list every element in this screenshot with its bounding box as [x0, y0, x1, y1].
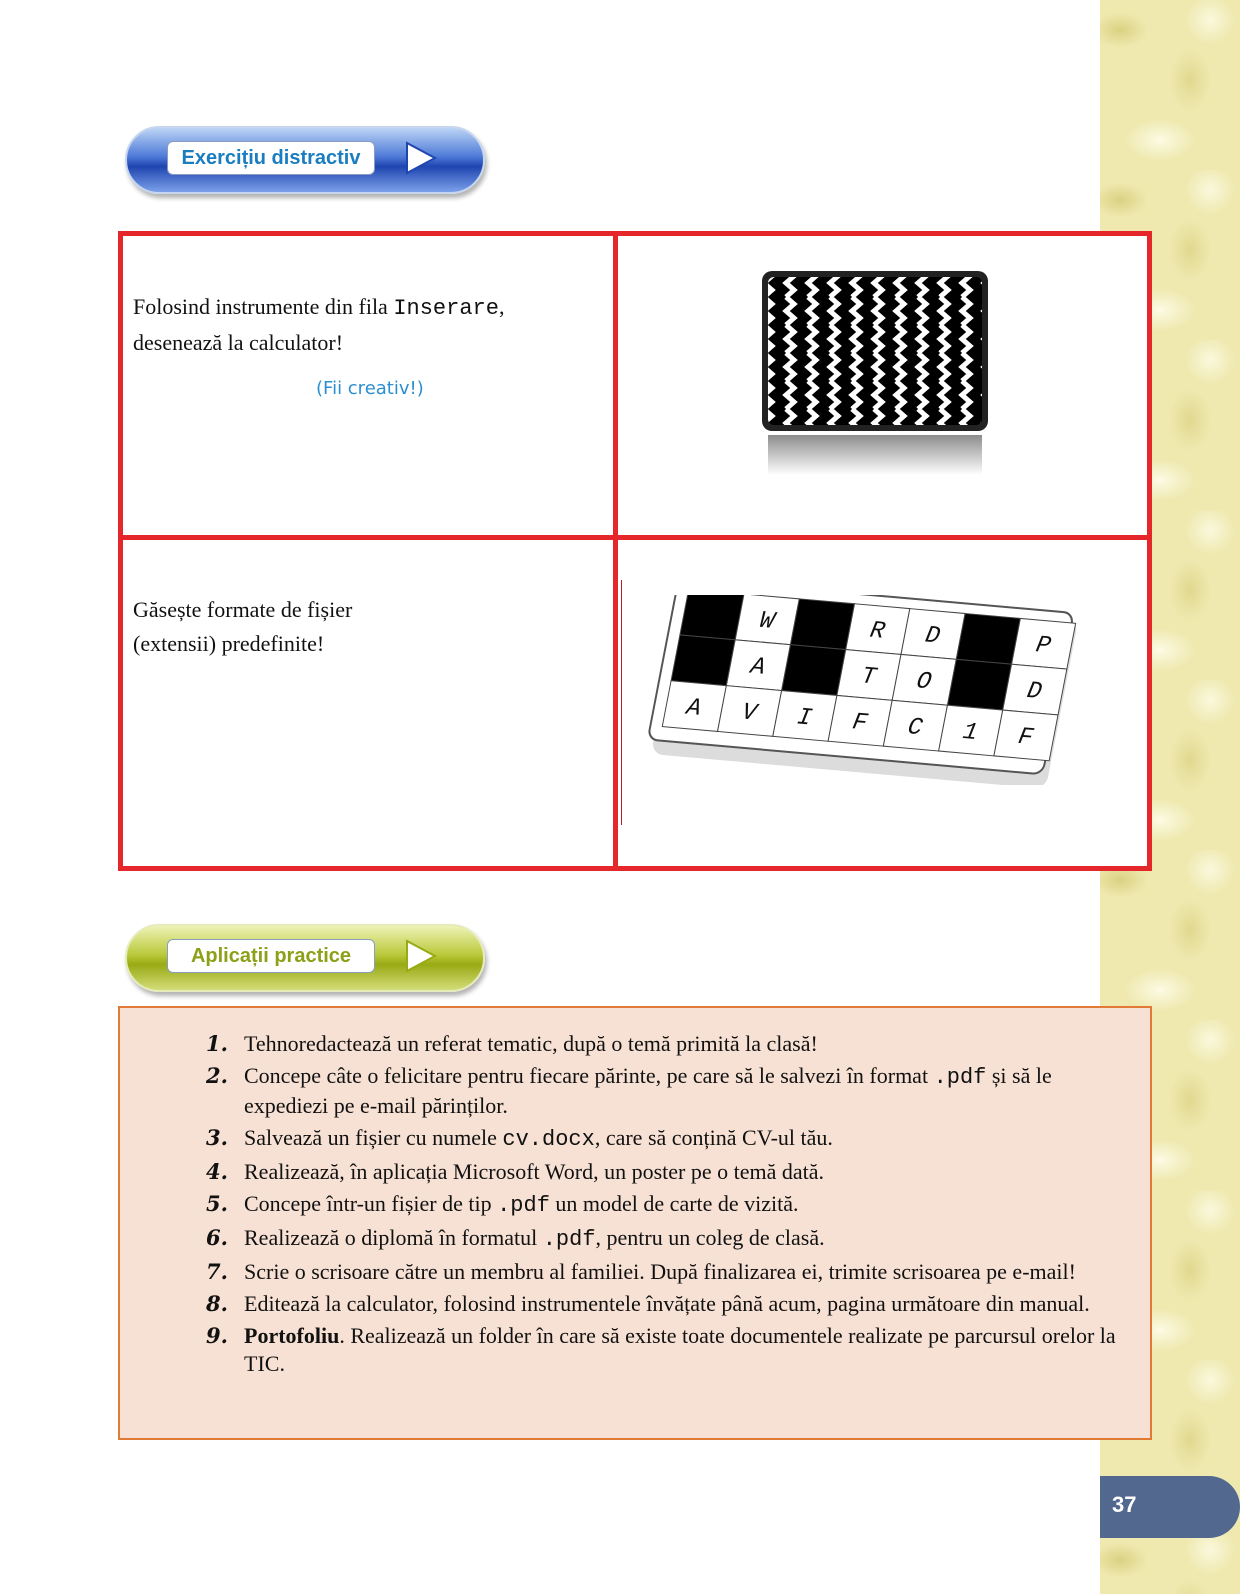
crossword-black-cell	[671, 635, 735, 686]
practice-item-text: Salvează un fișier cu numele	[244, 1125, 503, 1150]
exercise-formats-text-line1: Găsește formate de fișier	[133, 597, 353, 622]
crossword-letter: I	[794, 704, 815, 733]
practice-item-number: 9.	[206, 1323, 228, 1348]
file-format-code: cv.docx	[502, 1127, 595, 1152]
exercise-cell-file-formats	[118, 535, 618, 871]
exercise-cell-draw-instructions	[118, 231, 618, 540]
practice-item-text: . Realizează un folder în care să existe toate documentele realizate pe parcursul orelor la TIC.	[244, 1323, 1116, 1376]
play-arrow-icon	[404, 938, 438, 974]
divider-line	[621, 580, 622, 825]
practice-item-number: 6.	[206, 1225, 228, 1250]
crossword-black-cell	[790, 599, 854, 650]
exercise-section-banner	[125, 126, 485, 194]
practice-item	[206, 1322, 1126, 1378]
practice-item-text: Realizează o diplomă în formatul	[244, 1225, 543, 1250]
practice-item	[206, 1290, 1126, 1318]
exercise-table	[118, 231, 1152, 871]
be-creative-note: (Fii creativ!)	[316, 378, 424, 399]
exercise-draw-text-line2: desenează la calculator!	[133, 330, 344, 355]
practice-item-number: 4.	[206, 1159, 228, 1184]
crossword-letter: W	[757, 607, 777, 636]
crossword-black-cell	[956, 614, 1020, 665]
practice-item-text: Tehnoredactează un referat tematic, după o temă primită la clasă!	[244, 1031, 818, 1056]
practice-item-text: Realizează, în aplicația Microsoft Word, un poster pe o temă dată.	[244, 1159, 824, 1184]
practice-item-bold-term: Portofoliu	[244, 1323, 340, 1348]
crossword-black-cell	[782, 645, 846, 696]
crossword-letter: O	[914, 668, 934, 697]
practice-item-number: 3.	[206, 1125, 228, 1150]
zigzag-pattern-illustration	[760, 269, 992, 489]
practice-section-title: Aplicații practice	[167, 939, 375, 973]
practice-item	[206, 1030, 1126, 1058]
practice-item-number: 5.	[206, 1191, 228, 1216]
exercise-cell-crossword	[613, 535, 1152, 871]
practice-item	[206, 1224, 1126, 1254]
crossword-letter: R	[867, 617, 887, 646]
practice-applications-box	[118, 1006, 1152, 1440]
crossword-letter: D	[1024, 678, 1044, 707]
exercise-formats-text	[133, 593, 352, 661]
exercise-formats-text-line2: (extensii) predefinite!	[133, 631, 325, 656]
exercise-cell-zigzag-image	[613, 231, 1152, 540]
practice-item-text: , care să conțină CV-ul tău.	[594, 1125, 833, 1150]
file-format-code: .pdf	[542, 1227, 596, 1252]
practice-list	[206, 1030, 1126, 1382]
crossword-letter: A	[684, 694, 704, 723]
crossword-letter: 1	[960, 718, 980, 748]
practice-item-number: 7.	[206, 1259, 228, 1284]
practice-item	[206, 1124, 1126, 1154]
practice-item	[206, 1190, 1126, 1220]
exercise-draw-text-part: Folosind instrumente din fila	[133, 294, 394, 319]
practice-item-text: , pentru un coleg de clasă.	[595, 1225, 825, 1250]
crossword-letter: C	[905, 714, 925, 743]
practice-item-number: 2.	[206, 1063, 228, 1088]
file-format-code: .pdf	[933, 1065, 987, 1090]
practice-item	[206, 1158, 1126, 1186]
crossword-letter: F	[849, 709, 870, 738]
crossword-letter: F	[1015, 723, 1036, 752]
crossword-letter: V	[739, 699, 759, 728]
crossword-letter: T	[858, 663, 879, 692]
exercise-draw-text	[133, 290, 504, 360]
inserare-tab-name: Inserare	[393, 296, 499, 321]
practice-item-text: Scrie o scrisoare către un membru al familiei. După finalizarea ei, trimite scrisoarea pe e-mail!	[244, 1259, 1076, 1284]
crossword-puzzle-illustration	[646, 595, 1086, 785]
crossword-letter: A	[748, 653, 768, 682]
crossword-letter: P	[1033, 632, 1053, 661]
practice-item	[206, 1062, 1126, 1120]
practice-item	[206, 1258, 1126, 1286]
practice-item-number: 1.	[206, 1031, 228, 1056]
crossword-black-cell	[680, 595, 744, 640]
play-arrow-icon	[404, 140, 438, 176]
practice-item-number: 8.	[206, 1291, 228, 1316]
page-number: 37	[1112, 1492, 1137, 1517]
practice-item-text: un model de carte de vizită.	[549, 1191, 799, 1216]
crossword-black-cell	[947, 659, 1011, 710]
exercise-section-title: Exercițiu distractiv	[167, 141, 375, 175]
practice-item-text: Concepe câte o felicitare pentru fiecare părinte, pe care să le salvezi în format	[244, 1063, 934, 1088]
practice-section-banner	[125, 924, 485, 992]
crossword-letter: D	[922, 622, 943, 651]
page-number-tab	[1100, 1476, 1240, 1538]
practice-item-text: Editează la calculator, folosind instrumentele învățate până acum, pagina următoare din manual.	[244, 1291, 1090, 1316]
file-format-code: .pdf	[497, 1193, 550, 1218]
practice-item-text: și să le expediezi pe e-mail părinților.	[244, 1063, 1052, 1118]
exercise-draw-text-part: ,	[498, 294, 505, 319]
practice-item-text: Concepe într-un fișier de tip	[244, 1191, 498, 1216]
